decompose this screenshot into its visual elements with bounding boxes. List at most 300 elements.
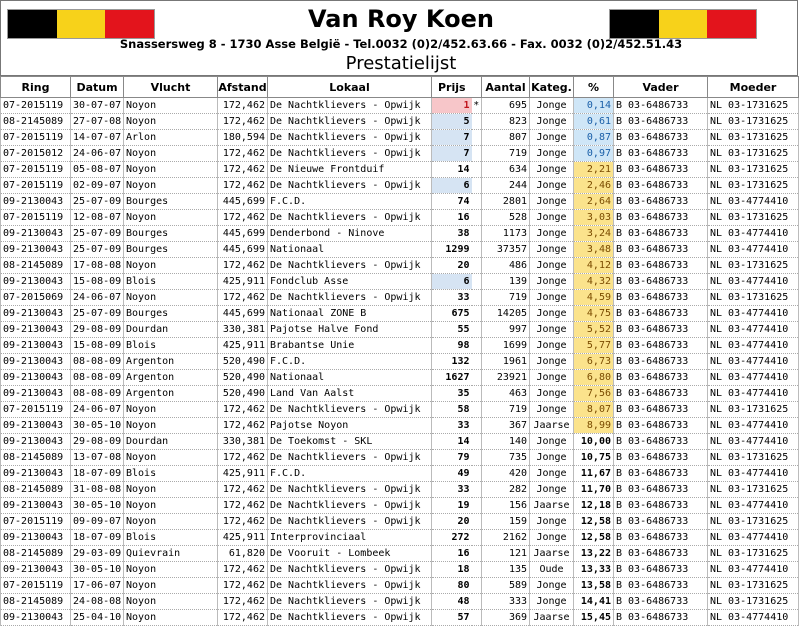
cell-datum: 30-05-10: [71, 498, 124, 514]
cell-vlucht: Noyon: [124, 146, 218, 162]
cell-afstand: 172,462: [218, 162, 268, 178]
cell-lokaal: Nationaal: [268, 370, 432, 386]
cell-moeder: NL 03-4774410: [708, 194, 799, 210]
cell-percent: 4,32: [574, 274, 614, 290]
cell-afstand: 172,462: [218, 482, 268, 498]
table-row: [1, 514, 799, 530]
cell-prijs: 48: [432, 594, 472, 610]
cell-marker: [472, 290, 482, 306]
cell-prijs: 14: [432, 162, 472, 178]
cell-aantal: 2801: [482, 194, 530, 210]
cell-lokaal: De Nachtklievers - Opwijk: [268, 450, 432, 466]
cell-lokaal: F.C.D.: [268, 466, 432, 482]
table-row: [1, 546, 799, 562]
cell-marker: [472, 242, 482, 258]
cell-lokaal: De Nachtklievers - Opwijk: [268, 594, 432, 610]
cell-vlucht: Noyon: [124, 514, 218, 530]
cell-aantal: 719: [482, 146, 530, 162]
cell-aantal: 1173: [482, 226, 530, 242]
col-kateg-header: Kateg.: [530, 77, 574, 98]
cell-lokaal: Pajotse Halve Fond: [268, 322, 432, 338]
cell-ring: 08-2145089: [1, 482, 71, 498]
cell-aantal: 807: [482, 130, 530, 146]
cell-vlucht: Blois: [124, 274, 218, 290]
cell-vader: B 03-6486733: [614, 466, 708, 482]
cell-aantal: 159: [482, 514, 530, 530]
cell-prijs: 272: [432, 530, 472, 546]
cell-kateg: Jonge: [530, 594, 574, 610]
cell-lokaal: Pajotse Noyon: [268, 418, 432, 434]
cell-moeder: NL 03-4774410: [708, 274, 799, 290]
cell-afstand: 425,911: [218, 530, 268, 546]
cell-ring: 07-2015119: [1, 162, 71, 178]
table-row: [1, 530, 799, 546]
cell-aantal: 333: [482, 594, 530, 610]
cell-percent: 8,07: [574, 402, 614, 418]
cell-datum: 31-08-08: [71, 482, 124, 498]
cell-vlucht: Noyon: [124, 162, 218, 178]
cell-datum: 02-09-07: [71, 178, 124, 194]
cell-percent: 6,80: [574, 370, 614, 386]
cell-vader: B 03-6486733: [614, 450, 708, 466]
cell-percent: 15,45: [574, 610, 614, 626]
cell-aantal: 1699: [482, 338, 530, 354]
cell-ring: 08-2145089: [1, 258, 71, 274]
col-datum-header: Datum: [71, 77, 124, 98]
cell-marker: [472, 594, 482, 610]
cell-prijs: 33: [432, 482, 472, 498]
cell-vlucht: Noyon: [124, 418, 218, 434]
cell-vlucht: Blois: [124, 466, 218, 482]
cell-prijs: 675: [432, 306, 472, 322]
cell-aantal: 1961: [482, 354, 530, 370]
cell-kateg: Jonge: [530, 98, 574, 114]
cell-vader: B 03-6486733: [614, 114, 708, 130]
cell-moeder: NL 03-1731625: [708, 514, 799, 530]
cell-ring: 07-2015119: [1, 578, 71, 594]
cell-afstand: 172,462: [218, 114, 268, 130]
cell-datum: 08-08-09: [71, 354, 124, 370]
cell-kateg: Jonge: [530, 466, 574, 482]
cell-vader: B 03-6486733: [614, 610, 708, 626]
cell-datum: 30-05-10: [71, 562, 124, 578]
cell-percent: 3,24: [574, 226, 614, 242]
cell-moeder: NL 03-1731625: [708, 482, 799, 498]
cell-marker: [472, 578, 482, 594]
page-title: Van Roy Koen: [308, 5, 494, 33]
cell-kateg: Jonge: [530, 226, 574, 242]
cell-moeder: NL 03-1731625: [708, 162, 799, 178]
cell-percent: 2,64: [574, 194, 614, 210]
cell-prijs: 80: [432, 578, 472, 594]
cell-vader: B 03-6486733: [614, 322, 708, 338]
cell-ring: 09-2130043: [1, 530, 71, 546]
cell-vader: B 03-6486733: [614, 386, 708, 402]
cell-datum: 24-06-07: [71, 402, 124, 418]
cell-vlucht: Noyon: [124, 290, 218, 306]
cell-vlucht: Bourges: [124, 306, 218, 322]
cell-ring: 07-2015119: [1, 402, 71, 418]
cell-kateg: Jonge: [530, 306, 574, 322]
cell-aantal: 463: [482, 386, 530, 402]
table-header-row: [1, 77, 799, 98]
cell-aantal: 139: [482, 274, 530, 290]
cell-kateg: Jonge: [530, 530, 574, 546]
cell-kateg: Jonge: [530, 482, 574, 498]
cell-lokaal: Fondclub Asse: [268, 274, 432, 290]
table-row: [1, 562, 799, 578]
cell-afstand: 172,462: [218, 514, 268, 530]
cell-vader: B 03-6486733: [614, 418, 708, 434]
table-row: [1, 242, 799, 258]
col-vlucht-header: Vlucht: [124, 77, 218, 98]
cell-datum: 29-08-09: [71, 322, 124, 338]
cell-datum: 08-08-09: [71, 386, 124, 402]
table-row: [1, 322, 799, 338]
address-line: Snassersweg 8 - 1730 Asse België - Tel.0032 (0)2/452.63.66 - Fax. 0032 (0)2/452.51.43: [119, 37, 683, 51]
cell-prijs: 57: [432, 610, 472, 626]
cell-vader: B 03-6486733: [614, 370, 708, 386]
cell-afstand: 520,490: [218, 370, 268, 386]
table-row: [1, 466, 799, 482]
cell-percent: 0,61: [574, 114, 614, 130]
cell-afstand: 172,462: [218, 258, 268, 274]
cell-afstand: 425,911: [218, 338, 268, 354]
cell-ring: 08-2145089: [1, 594, 71, 610]
cell-percent: 0,87: [574, 130, 614, 146]
cell-percent: 5,77: [574, 338, 614, 354]
cell-vlucht: Noyon: [124, 402, 218, 418]
cell-lokaal: De Nachtklievers - Opwijk: [268, 562, 432, 578]
cell-marker: [472, 338, 482, 354]
cell-afstand: 330,381: [218, 322, 268, 338]
cell-lokaal: De Nachtklievers - Opwijk: [268, 514, 432, 530]
cell-vlucht: Arlon: [124, 130, 218, 146]
cell-percent: 7,56: [574, 386, 614, 402]
cell-percent: 2,46: [574, 178, 614, 194]
cell-afstand: 425,911: [218, 274, 268, 290]
cell-marker: *: [472, 98, 482, 114]
cell-prijs: 19: [432, 498, 472, 514]
cell-afstand: 172,462: [218, 610, 268, 626]
cell-percent: 14,41: [574, 594, 614, 610]
cell-vader: B 03-6486733: [614, 194, 708, 210]
cell-percent: 11,70: [574, 482, 614, 498]
cell-ring: 07-2015012: [1, 146, 71, 162]
cell-afstand: 520,490: [218, 354, 268, 370]
cell-lokaal: De Nieuwe Frontduif: [268, 162, 432, 178]
col-lokaal-header: Lokaal: [268, 77, 432, 98]
cell-datum: 24-06-07: [71, 290, 124, 306]
cell-afstand: 172,462: [218, 290, 268, 306]
table-row: [1, 578, 799, 594]
table-row: [1, 354, 799, 370]
cell-moeder: NL 03-4774410: [708, 418, 799, 434]
cell-marker: [472, 610, 482, 626]
cell-moeder: NL 03-4774410: [708, 498, 799, 514]
cell-lokaal: Land Van Aalst: [268, 386, 432, 402]
cell-datum: 15-08-09: [71, 274, 124, 290]
cell-prijs: 33: [432, 290, 472, 306]
cell-vlucht: Noyon: [124, 98, 218, 114]
cell-vlucht: Noyon: [124, 498, 218, 514]
cell-ring: 07-2015119: [1, 98, 71, 114]
table-row: [1, 498, 799, 514]
cell-vlucht: Argenton: [124, 386, 218, 402]
cell-ring: 09-2130043: [1, 354, 71, 370]
cell-aantal: 244: [482, 178, 530, 194]
cell-lokaal: F.C.D.: [268, 194, 432, 210]
cell-afstand: 425,911: [218, 466, 268, 482]
cell-aantal: 589: [482, 578, 530, 594]
cell-ring: 07-2015119: [1, 514, 71, 530]
cell-lokaal: De Nachtklievers - Opwijk: [268, 402, 432, 418]
cell-ring: 07-2015119: [1, 178, 71, 194]
cell-moeder: NL 03-1731625: [708, 290, 799, 306]
cell-ring: 09-2130043: [1, 562, 71, 578]
cell-moeder: NL 03-1731625: [708, 146, 799, 162]
table-row: [1, 370, 799, 386]
cell-vader: B 03-6486733: [614, 226, 708, 242]
cell-moeder: NL 03-4774410: [708, 370, 799, 386]
cell-vlucht: Noyon: [124, 594, 218, 610]
cell-vlucht: Blois: [124, 338, 218, 354]
cell-datum: 17-08-08: [71, 258, 124, 274]
cell-moeder: NL 03-4774410: [708, 306, 799, 322]
cell-lokaal: De Nachtklievers - Opwijk: [268, 130, 432, 146]
cell-percent: 3,48: [574, 242, 614, 258]
cell-prijs: 7: [432, 146, 472, 162]
cell-vader: B 03-6486733: [614, 482, 708, 498]
cell-vlucht: Quievrain: [124, 546, 218, 562]
cell-vader: B 03-6486733: [614, 594, 708, 610]
cell-lokaal: F.C.D.: [268, 354, 432, 370]
cell-vlucht: Dourdan: [124, 322, 218, 338]
cell-lokaal: De Nachtklievers - Opwijk: [268, 146, 432, 162]
cell-marker: [472, 450, 482, 466]
cell-datum: 05-08-07: [71, 162, 124, 178]
cell-moeder: NL 03-4774410: [708, 434, 799, 450]
cell-marker: [472, 562, 482, 578]
cell-vader: B 03-6486733: [614, 98, 708, 114]
cell-afstand: 330,381: [218, 434, 268, 450]
cell-afstand: 180,594: [218, 130, 268, 146]
table-row: [1, 178, 799, 194]
cell-prijs: 1627: [432, 370, 472, 386]
cell-percent: 13,58: [574, 578, 614, 594]
cell-moeder: NL 03-4774410: [708, 530, 799, 546]
cell-datum: 25-07-09: [71, 226, 124, 242]
cell-kateg: Jonge: [530, 162, 574, 178]
cell-prijs: 7: [432, 130, 472, 146]
cell-percent: 3,03: [574, 210, 614, 226]
cell-prijs: 74: [432, 194, 472, 210]
table-row: [1, 610, 799, 626]
cell-percent: 10,75: [574, 450, 614, 466]
cell-vader: B 03-6486733: [614, 306, 708, 322]
page-subtitle: Prestatielijst: [345, 53, 457, 74]
cell-prijs: 55: [432, 322, 472, 338]
cell-percent: 6,73: [574, 354, 614, 370]
cell-marker: [472, 482, 482, 498]
cell-prijs: 5: [432, 114, 472, 130]
cell-vlucht: Noyon: [124, 178, 218, 194]
table-row: [1, 98, 799, 114]
cell-moeder: NL 03-1731625: [708, 402, 799, 418]
cell-aantal: 420: [482, 466, 530, 482]
table-row: [1, 146, 799, 162]
cell-marker: [472, 226, 482, 242]
cell-kateg: Jaarse: [530, 546, 574, 562]
cell-percent: 4,75: [574, 306, 614, 322]
cell-vader: B 03-6486733: [614, 258, 708, 274]
cell-vader: B 03-6486733: [614, 210, 708, 226]
cell-prijs: 20: [432, 258, 472, 274]
cell-vlucht: Bourges: [124, 242, 218, 258]
cell-percent: 4,59: [574, 290, 614, 306]
cell-marker: [472, 514, 482, 530]
cell-afstand: 172,462: [218, 178, 268, 194]
cell-kateg: Jonge: [530, 386, 574, 402]
cell-aantal: 634: [482, 162, 530, 178]
cell-vlucht: Noyon: [124, 114, 218, 130]
cell-moeder: NL 03-4774410: [708, 338, 799, 354]
cell-lokaal: De Nachtklievers - Opwijk: [268, 578, 432, 594]
cell-lokaal: De Nachtklievers - Opwijk: [268, 178, 432, 194]
cell-lokaal: De Nachtklievers - Opwijk: [268, 210, 432, 226]
cell-kateg: Jaarse: [530, 498, 574, 514]
cell-kateg: Jonge: [530, 338, 574, 354]
cell-percent: 2,21: [574, 162, 614, 178]
cell-prijs: 6: [432, 178, 472, 194]
cell-vader: B 03-6486733: [614, 578, 708, 594]
cell-lokaal: De Nachtklievers - Opwijk: [268, 114, 432, 130]
cell-datum: 24-06-07: [71, 146, 124, 162]
cell-ring: 09-2130043: [1, 338, 71, 354]
cell-kateg: Jaarse: [530, 610, 574, 626]
cell-moeder: NL 03-4774410: [708, 562, 799, 578]
cell-percent: 13,22: [574, 546, 614, 562]
table-row: [1, 418, 799, 434]
cell-prijs: 38: [432, 226, 472, 242]
cell-marker: [472, 386, 482, 402]
results-table: [0, 76, 799, 626]
cell-ring: 09-2130043: [1, 498, 71, 514]
cell-percent: 4,12: [574, 258, 614, 274]
cell-percent: 12,58: [574, 514, 614, 530]
cell-vlucht: Bourges: [124, 194, 218, 210]
cell-prijs: 98: [432, 338, 472, 354]
cell-prijs: 1: [432, 98, 472, 114]
cell-marker: [472, 210, 482, 226]
cell-datum: 29-03-09: [71, 546, 124, 562]
cell-afstand: 172,462: [218, 210, 268, 226]
cell-kateg: Jonge: [530, 178, 574, 194]
table-row: [1, 338, 799, 354]
cell-lokaal: Nationaal: [268, 242, 432, 258]
cell-marker: [472, 434, 482, 450]
cell-ring: 09-2130043: [1, 194, 71, 210]
cell-marker: [472, 306, 482, 322]
cell-lokaal: Nationaal ZONE B: [268, 306, 432, 322]
cell-kateg: Jonge: [530, 434, 574, 450]
col-afstand-header: Afstand: [218, 77, 268, 98]
cell-ring: 08-2145089: [1, 546, 71, 562]
cell-afstand: 445,699: [218, 242, 268, 258]
cell-vader: B 03-6486733: [614, 434, 708, 450]
cell-afstand: 445,699: [218, 226, 268, 242]
cell-moeder: NL 03-1731625: [708, 130, 799, 146]
cell-vader: B 03-6486733: [614, 130, 708, 146]
cell-datum: 13-07-08: [71, 450, 124, 466]
cell-percent: 12,18: [574, 498, 614, 514]
cell-prijs: 20: [432, 514, 472, 530]
cell-afstand: 520,490: [218, 386, 268, 402]
cell-marker: [472, 162, 482, 178]
cell-moeder: NL 03-4774410: [708, 610, 799, 626]
col-moeder-header: Moeder: [708, 77, 799, 98]
cell-datum: 25-04-10: [71, 610, 124, 626]
cell-aantal: 282: [482, 482, 530, 498]
cell-vader: B 03-6486733: [614, 514, 708, 530]
cell-marker: [472, 130, 482, 146]
table-row: [1, 210, 799, 226]
cell-ring: 09-2130043: [1, 370, 71, 386]
cell-aantal: 528: [482, 210, 530, 226]
cell-aantal: 140: [482, 434, 530, 450]
cell-lokaal: De Nachtklievers - Opwijk: [268, 258, 432, 274]
cell-kateg: Jaarse: [530, 418, 574, 434]
table-row: [1, 306, 799, 322]
cell-vader: B 03-6486733: [614, 178, 708, 194]
table-row: [1, 130, 799, 146]
cell-vader: B 03-6486733: [614, 338, 708, 354]
cell-vader: B 03-6486733: [614, 562, 708, 578]
cell-afstand: 172,462: [218, 98, 268, 114]
col-vader-header: Vader: [614, 77, 708, 98]
cell-marker: [472, 274, 482, 290]
cell-lokaal: De Toekomst - SKL: [268, 434, 432, 450]
cell-aantal: 823: [482, 114, 530, 130]
cell-prijs: 33: [432, 418, 472, 434]
cell-vader: B 03-6486733: [614, 290, 708, 306]
cell-moeder: NL 03-1731625: [708, 210, 799, 226]
cell-ring: 09-2130043: [1, 466, 71, 482]
cell-ring: 07-2015119: [1, 210, 71, 226]
cell-vader: B 03-6486733: [614, 546, 708, 562]
table-row: [1, 162, 799, 178]
cell-datum: 30-05-10: [71, 418, 124, 434]
cell-kateg: Jonge: [530, 514, 574, 530]
cell-lokaal: De Nachtklievers - Opwijk: [268, 290, 432, 306]
cell-prijs: 58: [432, 402, 472, 418]
cell-moeder: NL 03-1731625: [708, 178, 799, 194]
cell-marker: [472, 354, 482, 370]
cell-afstand: 61,820: [218, 546, 268, 562]
cell-afstand: 172,462: [218, 146, 268, 162]
cell-moeder: NL 03-4774410: [708, 226, 799, 242]
cell-kateg: Jonge: [530, 210, 574, 226]
cell-vlucht: Noyon: [124, 258, 218, 274]
cell-vader: B 03-6486733: [614, 354, 708, 370]
cell-afstand: 172,462: [218, 402, 268, 418]
table-row: [1, 402, 799, 418]
cell-aantal: 37357: [482, 242, 530, 258]
cell-kateg: Jonge: [530, 146, 574, 162]
cell-prijs: 1299: [432, 242, 472, 258]
cell-lokaal: De Vooruit - Lombeek: [268, 546, 432, 562]
cell-marker: [472, 194, 482, 210]
